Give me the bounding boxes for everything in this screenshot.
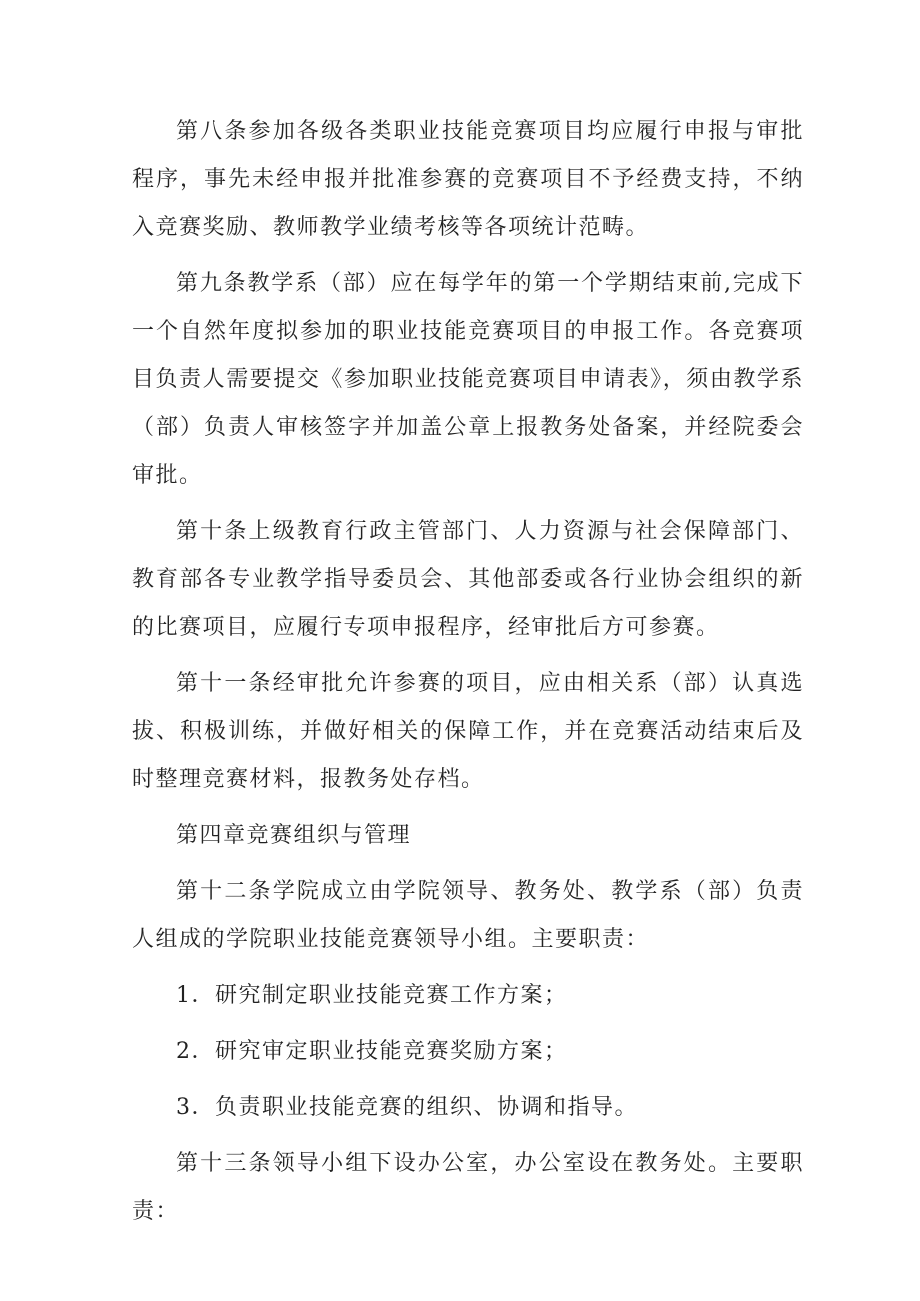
paragraph-article-11: 第十一条经审批允许参赛的项目，应由相关系（部）认真选拔、积极训练，并做好相关的保障工作，并在竞赛活动结束后及时整理竞赛材料，报教务处存档。 <box>132 671 804 792</box>
list-item-duty-1: 1．研究制定职业技能竞赛工作方案； <box>176 983 568 1008</box>
paragraph-article-8: 第八条参加各级各类职业技能竞赛项目均应履行申报与审批程序，事先未经申报并批准参赛的竞赛项目不予经费支持，不纳入竞赛奖励、教师教学业绩考核等各项统计范畴。 <box>132 119 804 240</box>
document-body <box>132 108 804 1244</box>
list-item-duty-2: 2．研究审定职业技能竞赛奖励方案； <box>176 1039 568 1064</box>
paragraph-article-12: 第十二条学院成立由学院领导、教务处、教学系（部）负责人组成的学院职业技能竞赛领导小组。主要职责： <box>132 879 804 952</box>
chapter-4-heading: 第四章竞赛组织与管理 <box>176 823 412 848</box>
list-item-duty-3: 3．负责职业技能竞赛的组织、协调和指导。 <box>176 1095 638 1120</box>
paragraph-article-9: 第九条教学系（部）应在每学年的第一个学期结束前,完成下一个自然年度拟参加的职业技能竞赛项目的申报工作。各竞赛项目负责人需要提交《参加职业技能竞赛项目申请表》，须由教学系（部）负责人审核签字并加盖公章上报教务处备案，并经院委会审批。 <box>132 271 804 488</box>
paragraph-article-13: 第十三条领导小组下设办公室，办公室设在教务处。主要职责： <box>132 1151 804 1224</box>
paragraph-article-10: 第十条上级教育行政主管部门、人力资源与社会保障部门、教育部各专业教学指导委员会、其他部委或各行业协会组织的新的比赛项目，应履行专项申报程序，经审批后方可参赛。 <box>132 519 804 640</box>
